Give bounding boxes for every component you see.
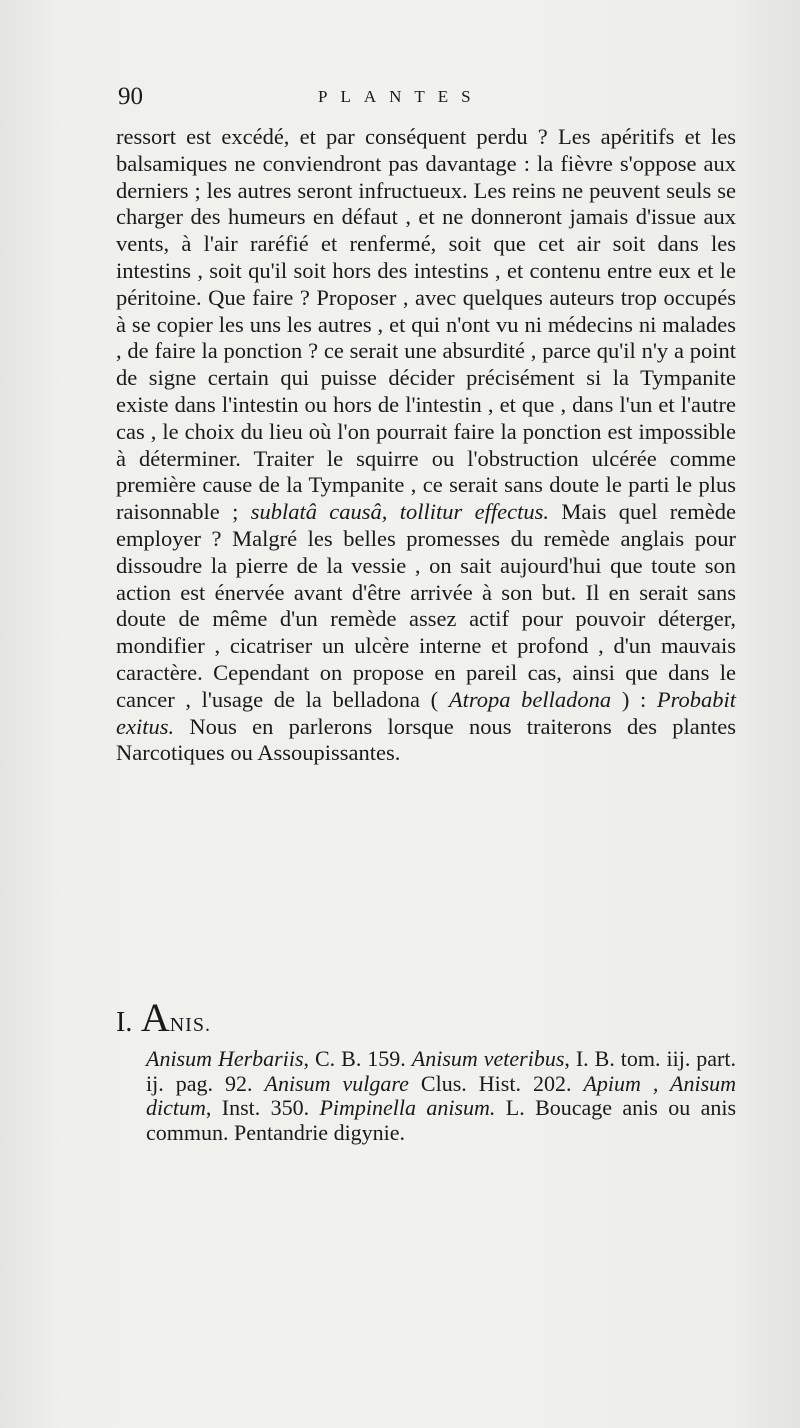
synonym-4: Apium , Anisum dictum — [146, 1070, 737, 1120]
page-number: 90 — [118, 83, 143, 110]
botanical-entry — [116, 1047, 736, 1145]
synonym-5: Pimpinella anisum. — [319, 1095, 496, 1120]
page-header — [118, 82, 718, 112]
latin-phrase-3: Probabit exitus. — [116, 686, 737, 739]
reference-1: , C. B. 159. — [303, 1046, 406, 1071]
section-number: I. — [116, 1007, 133, 1038]
body-text — [116, 124, 736, 767]
section-title-rest: NIS. — [169, 1014, 211, 1036]
text-segment-3: ) : — [621, 686, 647, 712]
reference-2: , I. B. tom. iij. part. ij. pag. 92. — [146, 1046, 736, 1096]
latin-phrase-2: Atropa belladona — [448, 686, 612, 712]
section-initial: A — [140, 995, 170, 1040]
reference-4: , Inst. 350. — [205, 1095, 310, 1120]
common-name: L. Boucage anis ou anis commun. Pentandrie digynie. — [146, 1095, 737, 1145]
reference-3: Clus. Hist. 202. — [420, 1070, 572, 1096]
text-segment-1: ressort est excédé, et par conséquent perdu ? Les apéritifs et les balsamiques ne conviendront pas davantage : la fièvre s'oppose aux derniers ; les autres seront infructueux. Les reins ne peuvent seuls se charger des humeurs en défaut , et ne donneront jamais d'issue aux vents, à l'air raréfié et renfermé, soit que cet air soit dans les intestins , soit qu'il soit hors des intestins , et contenu entre eux et le péritoine. Que faire ? Proposer , avec quelques auteurs trop occupés à se copier les uns les autres , et qui n'ont vu ni médecins ni malades , de faire la ponction ? ce serait une absurdité , parce qu'il n'y a point de signe certain qui puisse décider précisément si la Tympanite existe dans l'intestin ou hors de l'intestin , et que , dans l'un et l'autre cas , le choix du lieu où l'on pourrait faire la ponction est impossible à déterminer. Traiter le squirre ou l'obstruction ulcérée comme première cause de la Tympanite , ce serait sans doute le parti le plus raisonnable ; — [116, 124, 736, 525]
synonym-2: Anisum veteribus — [411, 1046, 565, 1071]
text-segment-4: Nous en parlerons lorsque nous traiterons des plantes Narcotiques ou Assoupissantes. — [116, 713, 736, 766]
synonymy — [116, 1047, 736, 1145]
paragraph — [116, 124, 736, 767]
latin-phrase-1: sublatâ causâ, tollitur effectus. — [250, 499, 549, 525]
section-heading — [116, 995, 416, 1045]
synonym-1: Anisum Herbariis — [146, 1046, 304, 1071]
text-segment-2: Mais quel remède employer ? Malgré les belles promesses du remède anglais pour dissoudre la pierre de la vessie , on sait aujourd'hui que toute son action est énervée avant d'être arrivée à son but. Il en serait sans doute de même d'un remède assez actif pour pouvoir déterger, mondifier , cicatriser un ulcère interne et profond , d'un mauvais caractère. Cependant on propose en pareil cas, ainsi que dans le cancer , l'usage de la belladona ( — [116, 499, 737, 712]
running-head: PLANTES — [318, 87, 484, 106]
synonym-3: Anisum vulgare — [264, 1070, 409, 1096]
